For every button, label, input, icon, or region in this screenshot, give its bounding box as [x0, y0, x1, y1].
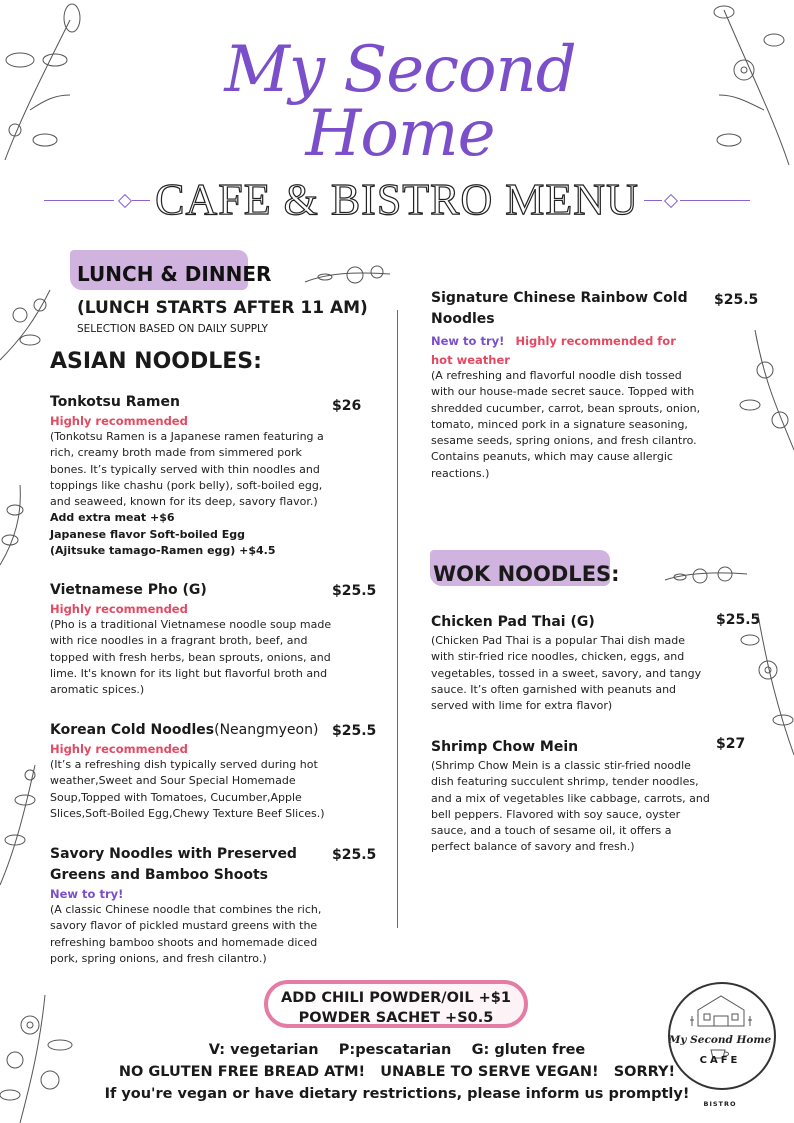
ornament-left-diamond-icon: [118, 194, 132, 208]
recommended-tag: Highly recommended for hot weather: [431, 334, 676, 367]
new-tag: New to try!: [50, 887, 124, 901]
notice-line: NO GLUTEN FREE BREAD ATM! UNABLE TO SERVE VEGAN! SORRY!: [118, 1064, 676, 1080]
item-price: $25.5: [332, 847, 377, 863]
floral-left-lower-icon: [0, 760, 45, 890]
recommended-tag: Highly recommended: [50, 602, 188, 616]
ornament-left-tail: [132, 200, 150, 201]
floral-left-mid-icon: [0, 480, 40, 570]
section-title-lunch: LUNCH & DINNER: [77, 262, 272, 286]
diet-notice: If you're vegan or have dietary restrictions, please inform us promptly!: [104, 1086, 690, 1102]
column-divider: [397, 310, 398, 928]
addon-egg: Japanese flavor Soft-boiled Egg: [50, 527, 245, 541]
floral-corner-top-right-icon: [704, 0, 794, 170]
item-price: $27: [716, 736, 746, 752]
logo-cafe: CAFE: [699, 1055, 741, 1066]
menu-item: [50, 844, 320, 967]
floral-right-mid-icon: [738, 610, 794, 760]
addon-extra-meat: Add extra meat +$6: [50, 511, 175, 525]
brand-title: My Second Home: [224, 33, 576, 171]
item-name: Shrimp Chow Mein: [431, 739, 579, 755]
menu-item: [50, 580, 336, 698]
item-description: (Pho is a traditional Vietnamese noodle soup made with rice noodles in a fragrant broth, beef, and topped with fresh herbs, bean sprouts, onions, and lime. It's known for its light but flavorful broth and aromatic spices.): [50, 618, 332, 697]
addon-egg-price: (Ajitsuke tamago-Ramen egg) +$4.5: [50, 544, 276, 558]
allergy-note: Contains peanuts, which may cause allergic reactions.): [431, 450, 673, 480]
section-title-asian: ASIAN NOODLES:: [50, 349, 262, 374]
item-name-suffix: (Neangmyeon): [214, 722, 319, 738]
ornament-right-line: [680, 200, 750, 201]
section-title-wok: WOK NOODLES:: [433, 562, 620, 586]
new-tag: New to try!: [431, 334, 505, 348]
lunch-hours: (LUNCH STARTS AFTER 11 AM): [77, 298, 368, 318]
floral-sprig-lunch-icon: [305, 262, 395, 292]
floral-right-upper-icon: [735, 325, 794, 455]
item-name: Vietnamese Pho (G): [50, 582, 207, 598]
item-description: (A refreshing and flavorful noodle dish tossed with our house-made secret sauce. Topped with shredded cucumber, carrot, bean sprouts, onion, tomato, minced pork in a signature seasoning, sesame seeds, spring onions, and fresh cilantro.: [431, 369, 701, 448]
item-name: Tonkotsu Ramen: [50, 394, 180, 410]
item-name: Chicken Pad Thai (G): [431, 614, 595, 630]
menu-item: [50, 392, 336, 559]
menu-item: [50, 720, 336, 822]
menu-subtitle: CAFE & BISTRO MENU: [155, 175, 639, 224]
floral-sprig-wok-icon: [665, 562, 750, 592]
item-description: (It’s a refreshing dish typically served during hot weather,Sweet and Sour Special Homemade Soup,Topped with Tomatoes, Cucumber,Apple Slices,Soft-Boiled Egg,Chewy Texture Beef Slices.): [50, 758, 325, 820]
item-description: (Tonkotsu Ramen is a Japanese ramen featuring a rich, creamy broth made from simmered pork bones. It’s typically served with thin noodles and toppings like chashu (pork belly), soft-boiled egg, and seaweed, known for its deep, savory flavor.): [50, 430, 324, 509]
logo-bistro: BISTRO: [703, 1100, 737, 1108]
recommended-tag: Highly recommended: [50, 742, 188, 756]
item-price: $25.5: [332, 583, 377, 599]
item-description: (Chicken Pad Thai is a popular Thai dish made with stir-fried rice noodles, chicken, eggs, and vegetables, tossed in a sweet, savory, and tangy sauce. It’s often garnished with peanuts and served with lime for extra flavor): [431, 634, 702, 713]
item-price: $25.5: [332, 723, 377, 739]
menu-item: [431, 737, 711, 856]
item-price: $25.5: [716, 612, 761, 628]
ornament-right-diamond-icon: [664, 194, 678, 208]
item-name: Savory Noodles with Preserved Greens and Bamboo Shoots: [50, 846, 297, 883]
house-icon: [690, 994, 752, 1028]
item-description: (Shrimp Chow Mein is a classic stir-fried noodle dish featuring succulent shrimp, tender noodles, and a mix of vegetables like cabbage, carrots, and bell peppers. Flavored with soy sauce, oyster sauce, and a touch of sesame oil, it offers a perfect balance of savory and fresh.): [431, 759, 710, 854]
ornament-right-tail: [644, 200, 662, 201]
extras-banner: [264, 980, 528, 1028]
logo-name: My Second Home: [668, 1034, 772, 1046]
diet-legend: V: vegetarian P:pescatarian G: gluten free: [208, 1042, 586, 1058]
extras-chili: ADD CHILI POWDER/OIL +$1: [281, 990, 511, 1006]
menu-item: [431, 612, 711, 714]
item-name: Signature Chinese Rainbow Cold Noodles: [431, 290, 688, 327]
item-price: $25.5: [714, 292, 759, 308]
ornament-left-line: [44, 200, 114, 201]
item-description: (A classic Chinese noodle that combines the rich, savory flavor of pickled mustard greens with the refreshing bamboo shoots and homemade diced pork, spring onions, and fresh cilantro.): [50, 903, 322, 965]
item-price: $26: [332, 398, 362, 414]
lunch-note: SELECTION BASED ON DAILY SUPPLY: [77, 323, 268, 335]
floral-corner-top-left-icon: [0, 0, 90, 170]
item-name: Korean Cold Noodles: [50, 722, 215, 738]
extras-sachet: POWDER SACHET +S0.5: [298, 1010, 494, 1026]
menu-item: [431, 288, 701, 482]
recommended-tag: Highly recommended: [50, 414, 188, 428]
